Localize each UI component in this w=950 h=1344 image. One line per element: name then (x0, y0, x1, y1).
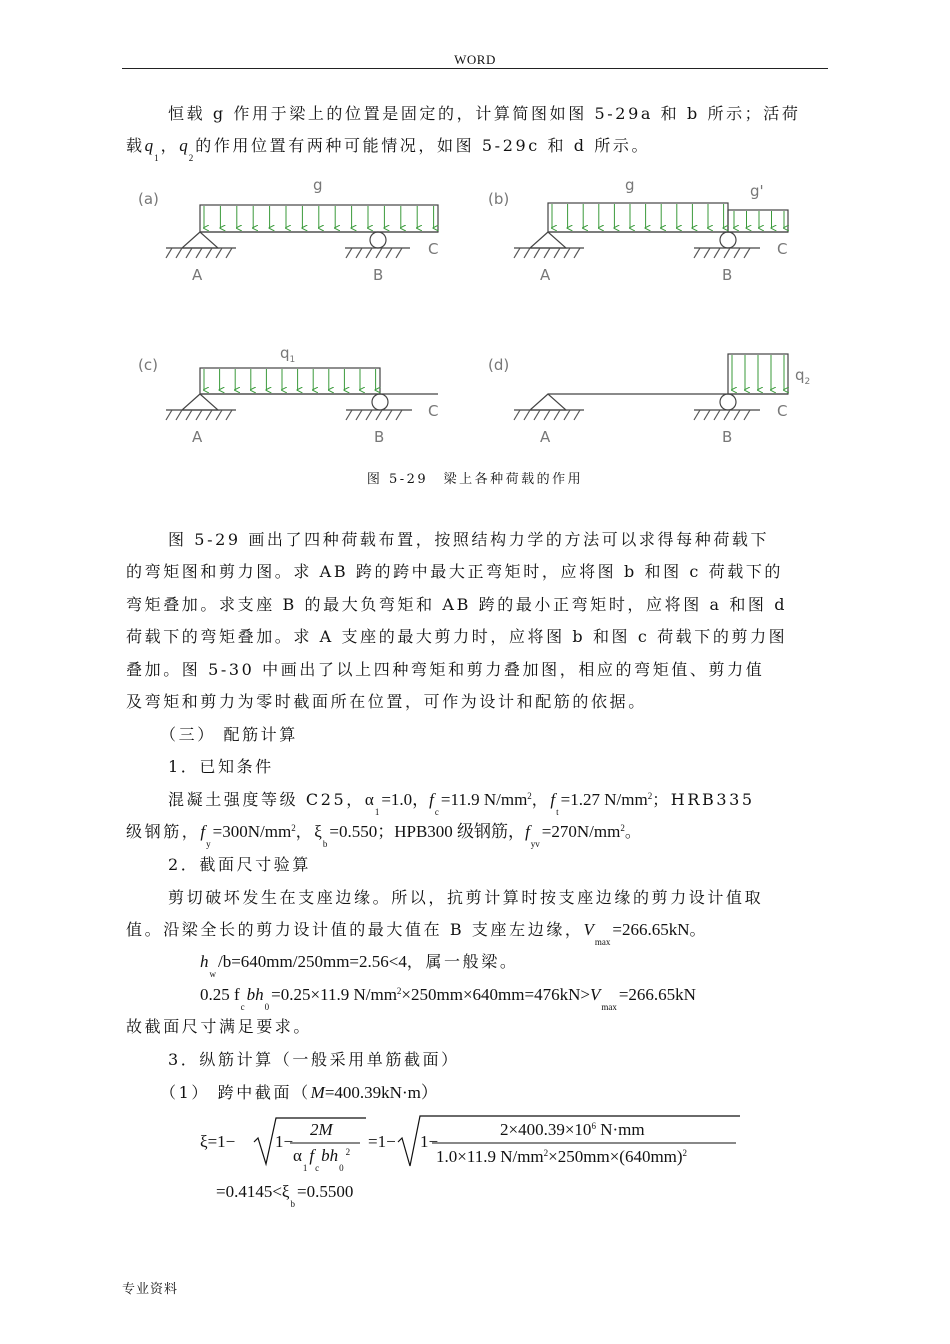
shear-line-2: 值。沿梁全长的剪力设计值的最大值在 B 支座左边缘，$V_{max}=266.65kN$。 (126, 920, 709, 947)
panel-b-load-label: g (625, 176, 635, 194)
support-b-label: B (373, 266, 384, 284)
shear-line-1: 剪切破坏发生在支座边缘。所以，抗剪计算时按支座边缘的剪力设计值取 (168, 888, 764, 907)
subsection-1-heading: 1．已知条件 (168, 757, 274, 776)
support-c-label: C (428, 402, 439, 420)
support-c-label: C (777, 402, 788, 420)
para2-line-2: 的弯矩图和剪力图。求 AB 跨的跨中最大正弯矩时，应将图 b 和图 c 荷载下的 (126, 562, 784, 581)
denominator-2: 1.0×11.9 $N/mm^2\times 250mm\times(640mm)^2$ (436, 1147, 688, 1166)
para2-line-1: 图 5-29 画出了四种荷载布置，按照结构力学的方法可以求得每种荷载下 (168, 530, 770, 549)
conditions-line-2: 级钢筋，$f_y=300N/mm^2$，$\xi_b=0.550$；HPB300 级钢筋，$f_{yv}=270N/mm^2$。 (126, 822, 644, 849)
para2-line-6: 及弯矩和剪力为零时截面所在位置，可作为设计和配筋的依据。 (126, 692, 647, 711)
support-c-label: C (777, 240, 788, 258)
support-b-label: B (722, 266, 733, 284)
subsection-3-heading: 3．纵筋计算（一般采用单筋截面） (168, 1050, 460, 1069)
conclusion-line: 故截面尺寸满足要求。 (126, 1017, 313, 1036)
panel-b-label: (b) (488, 190, 510, 208)
beam-load-figure (0, 170, 950, 460)
support-a-label: A (540, 266, 551, 284)
panel-b (488, 176, 788, 284)
panel-b-load2-label: g' (750, 182, 764, 200)
intro-line-1: 恒载 g 作用于梁上的位置是固定的，计算简图如图 5-29a 和 b 所示；活荷 (168, 104, 801, 123)
para2-line-3: 弯矩叠加。求支座 B 的最大负弯矩和 AB 跨的最小正弯矩时，应将图 a 和图 d (126, 595, 788, 614)
page-header: WORD (454, 52, 496, 67)
panel-a (138, 176, 438, 284)
hw-check-line: $h_w/b=640mm/250mm=2.56<4$，属一般梁。 (200, 952, 519, 979)
intro-line-2: 载$q_1$，$q_2$的作用位置有两种可能情况，如图 5-29c 和 d 所示。 (126, 136, 651, 163)
panel-a-load-label: g (313, 176, 323, 194)
panel-d-load-label: $q_2$ (795, 366, 811, 387)
support-c-label: C (428, 240, 439, 258)
panel-a-label: (a) (138, 190, 159, 208)
para2-line-4: 荷载下的弯矩叠加。求 A 支座的最大剪力时，应将图 b 和图 c 荷载下的剪力图 (126, 627, 788, 646)
panel-c-load-label: $q_1$ (280, 344, 296, 365)
support-a-label: A (192, 266, 203, 284)
support-b-label: B (722, 428, 733, 446)
denominator-1: $\alpha_1f_cbh_0^2$ (293, 1146, 351, 1173)
subsection-2-heading: 2．截面尺寸验算 (168, 855, 311, 874)
xi-formula (0, 1110, 950, 1220)
numerator-2: $2\times 400.39\times 10^6$ N·mm (500, 1120, 645, 1139)
figure-caption: 图 5-29 梁上各种荷载的作用 (366, 472, 584, 487)
conditions-line-1: 混凝土强度等级 C25，$\alpha_1=1.0$，$f_c=11.9$ $N/mm^2$，$f_t=1.27$ $N/mm^2$；HRB335 (168, 790, 755, 817)
panel-d (488, 354, 810, 446)
panel-c-label: (c) (138, 356, 158, 374)
header-rule (122, 68, 828, 69)
support-a-label: A (540, 428, 551, 446)
one-minus-2: 1− (420, 1132, 439, 1151)
xi-result: $=0.4145<\xi_b=0.5500$ (216, 1182, 354, 1209)
numerator-1: 2M (310, 1120, 333, 1139)
section-capacity-line: 0.25 $f_cbh_0=0.25\times 11.9$ $N/mm^2\times 250mm\times 640mm=476kN>V_{max}=266.65kN$ (200, 985, 696, 1012)
para2-line-5: 叠加。图 5-30 中画出了以上四种弯矩和剪力叠加图，相应的弯矩值、剪力值 (126, 660, 765, 679)
panel-c (138, 344, 438, 446)
subsection-3-1-heading: （1） 跨中截面（M=400.39kN·m） (160, 1083, 438, 1102)
support-b-label: B (374, 428, 385, 446)
panel-d-label: (d) (488, 356, 510, 374)
xi-lhs: ξ=1− (200, 1132, 236, 1151)
eq-2: =1− (368, 1132, 396, 1151)
one-minus: 1− (275, 1132, 294, 1151)
page-footer: 专业资料 (122, 1282, 179, 1297)
support-a-label: A (192, 428, 203, 446)
section-3-heading: （三） 配筋计算 (160, 725, 298, 744)
